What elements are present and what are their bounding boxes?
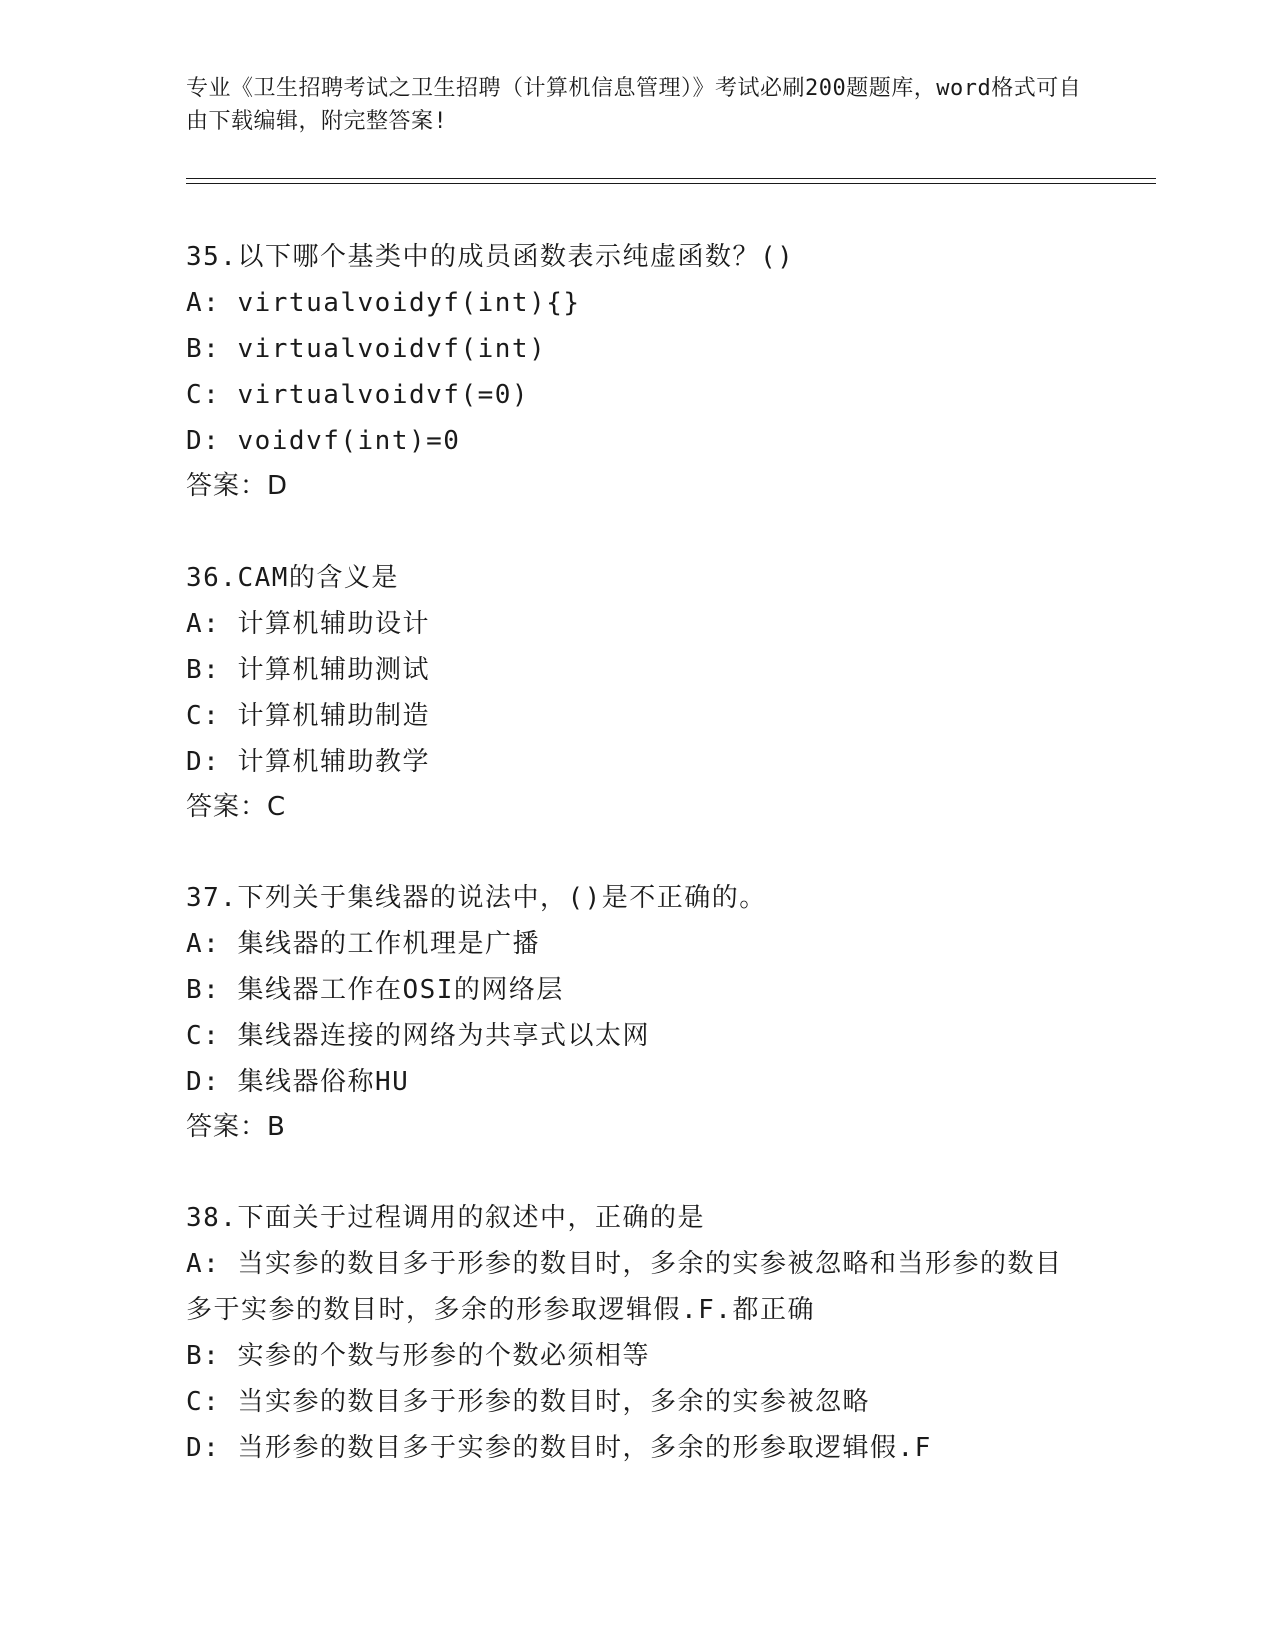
option-b: B: virtualvoidvf(int) [186, 334, 547, 364]
option-b: B: 实参的个数与形参的个数必须相等 [186, 1341, 650, 1371]
answer: 答案：C [186, 792, 287, 822]
option-a: A: virtualvoidyf(int){} [186, 288, 581, 318]
option-c: C: virtualvoidvf(=0) [186, 380, 530, 410]
option-c: C: 计算机辅助制造 [186, 701, 430, 731]
question-stem: 37.下列关于集线器的说法中，()是不正确的。 [186, 883, 767, 913]
question-37 [186, 875, 1106, 1149]
answer: 答案：D [186, 471, 289, 501]
question-38 [186, 1195, 1106, 1471]
option-a: A: 当实参的数目多于形参的数目时，多余的实参被忽略和当形参的数目多于实参的数目时，多余的形参取逻辑假.F.都正确 [186, 1249, 1063, 1325]
option-d: D: 集线器俗称HU [186, 1067, 410, 1097]
question-stem: 36.CAM的含义是 [186, 563, 399, 593]
option-a: A: 集线器的工作机理是广播 [186, 929, 540, 959]
question-stem: 35.以下哪个基类中的成员函数表示纯虚函数？() [186, 242, 795, 272]
header-divider-bottom [186, 183, 1156, 184]
option-d: D: 当形参的数目多于实参的数目时，多余的形参取逻辑假.F [186, 1433, 932, 1463]
option-b: B: 计算机辅助测试 [186, 655, 430, 685]
header-divider-top [186, 178, 1156, 179]
option-c: C: 当实参的数目多于形参的数目时，多余的实参被忽略 [186, 1387, 870, 1417]
option-b: B: 集线器工作在OSI的网络层 [186, 975, 564, 1005]
option-a: A: 计算机辅助设计 [186, 609, 430, 639]
question-35 [186, 234, 1106, 508]
option-d: D: voidvf(int)=0 [186, 426, 461, 456]
document-intro: 专业《卫生招聘考试之卫生招聘（计算机信息管理）》考试必刷200题题库，word格式可自由下载编辑，附完整答案! [186, 76, 1082, 134]
option-d: D: 计算机辅助教学 [186, 747, 430, 777]
question-stem: 38.下面关于过程调用的叙述中，正确的是 [186, 1203, 705, 1233]
answer: 答案：B [186, 1112, 286, 1142]
option-c: C: 集线器连接的网络为共享式以太网 [186, 1021, 650, 1051]
question-36 [186, 555, 1106, 829]
